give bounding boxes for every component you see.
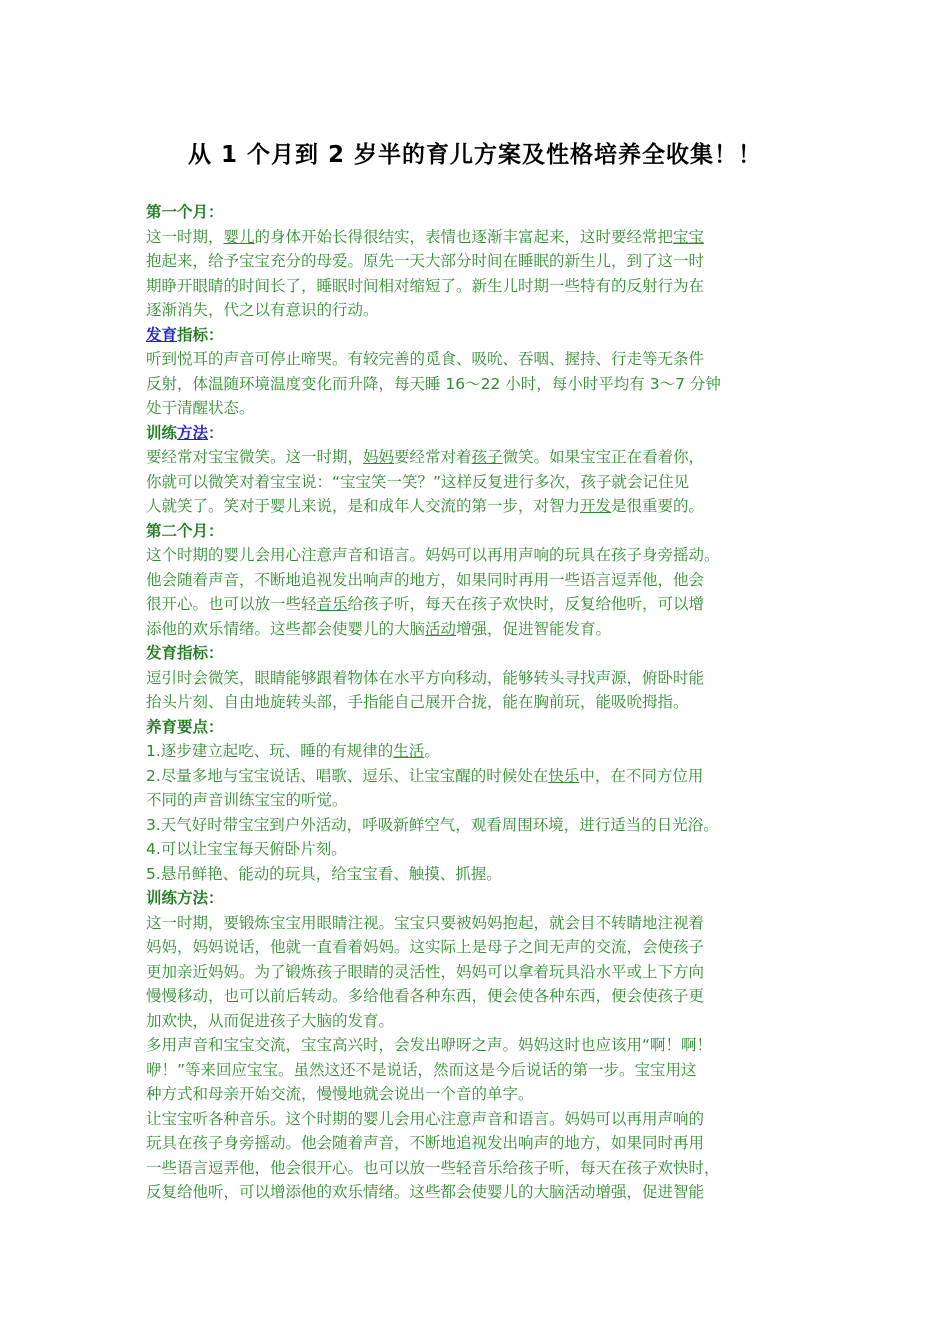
underlined-keyword[interactable]: 宝宝 (673, 227, 705, 246)
text-line (146, 764, 818, 789)
underlined-keyword[interactable]: 快乐 (548, 766, 580, 785)
underlined-keyword[interactable]: 妈妈 (363, 448, 395, 466)
underlined-keyword[interactable]: 开发 (580, 497, 612, 515)
text-span: 第一个月： (146, 203, 224, 221)
underlined-keyword[interactable]: 活动 (425, 619, 457, 638)
text-span: 3.天气好时带宝宝到户外活动，呼吸新鲜空气，观看周围环境，进行适当的日光浴。 (146, 815, 719, 834)
text-span: 2.尽量多地与宝宝说话、唱歌、逗乐、让宝宝醒的时候处在 (146, 766, 549, 785)
text-span: 玩具在孩子身旁摇动。他会随着声音，不断地追视发出响声的地方，如果同时再用 (146, 1134, 705, 1152)
text-line (146, 494, 818, 519)
text-span: 让宝宝听各种音乐。这个时期的婴儿会用心注意声音和语言。妈妈可以再用声响的 (146, 1109, 705, 1128)
text-line (146, 984, 818, 1009)
text-span: 处于清醒状态。 (146, 399, 255, 417)
text-span: 人就笑了。笑对于婴儿来说，是和成年人交流的第一步，对智力 (146, 497, 581, 515)
section-heading (146, 200, 818, 225)
text-span: 逐渐消失，代之以有意识的行动。 (146, 301, 379, 319)
text-span: 你就可以微笑对着宝宝说：“宝宝笑一笑？”这样反复进行多次，孩子就会记住见 (146, 472, 690, 491)
section-heading (146, 519, 818, 544)
text-line (146, 1058, 818, 1083)
text-span: 期睁开眼睛的时间长了，睡眠时间相对缩短了。新生儿时期一些特有的反射行为在 (146, 276, 705, 295)
text-line (146, 690, 818, 715)
text-span: 增强，促进智能发育。 (456, 619, 612, 638)
text-line (146, 372, 818, 397)
underlined-keyword[interactable]: 音乐 (316, 595, 348, 613)
text-span: 给孩子听，每天在孩子欢快时，反复给他听，可以增 (347, 595, 705, 613)
text-line (146, 788, 818, 813)
text-span: 一些语言逗弄他，他会很开心。也可以放一些轻音乐给孩子听，每天在孩子欢快时， (146, 1158, 720, 1177)
text-span: 4.可以让宝宝每天俯卧片刻。 (146, 840, 347, 858)
text-line (146, 862, 818, 887)
text-span: 要经常对宝宝微笑。这一时期， (146, 448, 364, 466)
text-line (146, 225, 818, 250)
text-line (146, 249, 818, 274)
text-span: 咿！”等来回应宝宝。虽然这还不是说话，然而这是今后说话的第一步。宝宝用这 (146, 1060, 697, 1079)
text-line (146, 960, 818, 985)
section-heading (146, 641, 818, 666)
text-line (146, 935, 818, 960)
text-line (146, 1082, 818, 1107)
text-span: 逗引时会微笑，眼睛能够跟着物体在水平方向移动，能够转头寻找声源，俯卧时能 (146, 668, 705, 687)
text-line (146, 813, 818, 838)
text-span: 不同的声音训练宝宝的听觉。 (146, 791, 348, 809)
text-span: 他会随着声音，不断地追视发出响声的地方，如果同时再用一些语言逗弄他，他会 (146, 570, 705, 589)
text-line (146, 592, 818, 617)
text-span: 添他的欢乐情绪。这些都会使婴儿的大脑 (146, 619, 426, 638)
text-line (146, 347, 818, 372)
text-span: 更加亲近妈妈。为了锻炼孩子眼睛的灵活性，妈妈可以拿着玩具沿水平或上下方向 (146, 962, 705, 981)
text-span: 训练 (146, 423, 178, 442)
hyperlink[interactable]: 方法 (177, 423, 209, 442)
text-line (146, 1180, 818, 1205)
text-span: 反射，体温随环境温度变化而升降，每天睡 16～22 小时，每小时平均有 3～7 分钟 (146, 374, 721, 393)
text-line (146, 617, 818, 642)
text-span: 妈妈，妈妈说话，他就一直看着妈妈。这实际上是母子之间无声的交流，会使孩子 (146, 938, 705, 956)
text-line (146, 298, 818, 323)
text-span: 是很重要的。 (611, 497, 705, 515)
text-span: 1.逐步建立起吃、玩、睡的有规律的 (146, 742, 394, 760)
hyperlink[interactable]: 发育 (146, 325, 178, 344)
text-span: 这个时期的婴儿会用心注意声音和语言。妈妈可以再用声响的玩具在孩子身旁摇动。 (146, 546, 720, 564)
text-line (146, 445, 818, 470)
text-line (146, 568, 818, 593)
text-span: 发育指标： (146, 644, 224, 662)
text-line (146, 470, 818, 495)
document-title: 从 1 个月到 2 岁半的育儿方案及性格培养全收集！！ (187, 142, 763, 168)
text-span: 这一时期， (146, 227, 224, 246)
text-span: 。 (424, 742, 440, 760)
text-span: 种方式和母亲开始交流，慢慢地就会说出一个音的单字。 (146, 1085, 534, 1103)
text-line (146, 1033, 818, 1058)
text-span: 指标： (177, 325, 224, 344)
text-span: 加欢快，从而促进孩子大脑的发育。 (146, 1011, 395, 1030)
text-span: 要经常对着 (394, 448, 472, 466)
text-span: 反复给他听，可以增添他的欢乐情绪。这些都会使婴儿的大脑活动增强，促进智能 (146, 1183, 705, 1201)
text-line (146, 837, 818, 862)
document-body (146, 200, 818, 1205)
text-span: 5.悬吊鲜艳、能动的玩具，给宝宝看、触摸、抓握。 (146, 864, 502, 883)
text-span: 微笑。如果宝宝正在看着你， (502, 448, 705, 466)
text-line (146, 543, 818, 568)
underlined-keyword[interactable]: 生活 (393, 742, 425, 760)
section-heading (146, 715, 818, 740)
text-span: 抱起来，给予宝宝充分的母爱。原先一天大部分时间在睡眠的新生儿，到了这一时 (146, 252, 705, 270)
text-line (146, 739, 818, 764)
text-span: 听到悦耳的声音可停止啼哭。有较完善的觅食、吸吮、吞咽、握持、行走等无条件 (146, 350, 705, 368)
text-span: 中，在不同方位用 (579, 766, 704, 785)
text-line (146, 1009, 818, 1034)
section-heading (146, 323, 818, 348)
text-line (146, 666, 818, 691)
text-line (146, 396, 818, 421)
text-span: 训练方法： (146, 889, 224, 907)
section-heading (146, 886, 818, 911)
text-line (146, 1131, 818, 1156)
text-line (146, 911, 818, 936)
text-span: ： (208, 423, 224, 442)
underlined-keyword[interactable]: 婴儿 (223, 227, 255, 246)
text-span: 很开心。也可以放一些轻 (146, 595, 317, 613)
text-span: 慢慢移动，也可以前后转动。多给他看各种东西，便会使各种东西，便会使孩子更 (146, 987, 705, 1005)
text-span: 第二个月： (146, 521, 224, 540)
text-span: 的身体开始长得很结实，表情也逐渐丰富起来，这时要经常把 (254, 227, 674, 246)
section-heading (146, 421, 818, 446)
text-span: 多用声音和宝宝交流，宝宝高兴时，会发出咿呀之声。妈妈这时也应该用“啊！啊！ (146, 1036, 713, 1054)
text-line (146, 274, 818, 299)
text-span: 这一时期，要锻炼宝宝用眼睛注视。宝宝只要被妈妈抱起，就会目不转睛地注视着 (146, 913, 705, 932)
underlined-keyword[interactable]: 孩子 (471, 448, 503, 466)
text-line (146, 1107, 818, 1132)
text-span: 抬头片刻、自由地旋转头部，手指能自己展开合拢，能在胸前玩，能吸吮拇指。 (146, 693, 689, 711)
text-span: 养育要点： (146, 717, 224, 736)
text-line (146, 1156, 818, 1181)
